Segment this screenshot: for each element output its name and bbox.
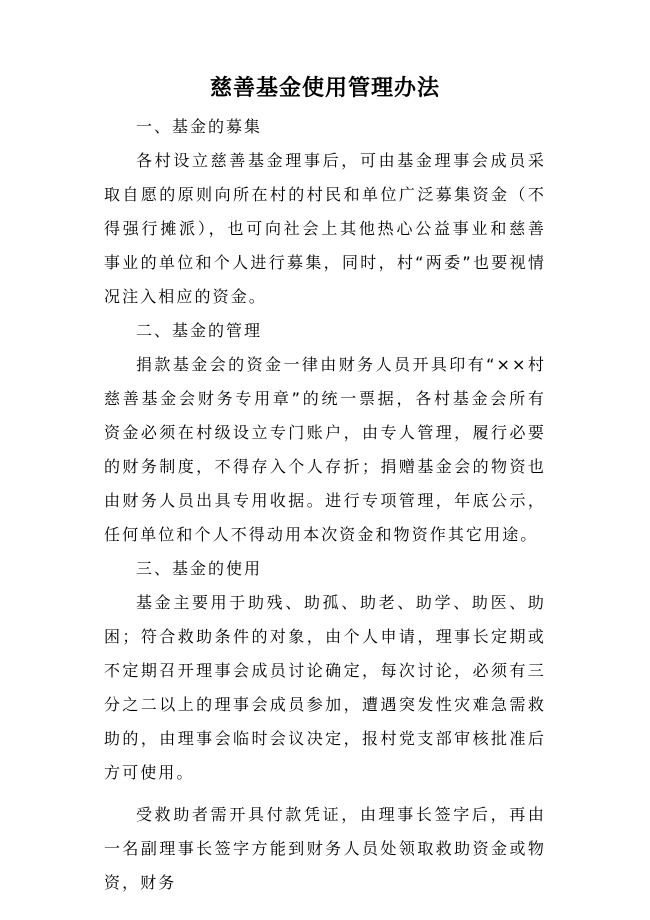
section-heading-usage: 三、基金的使用 — [136, 559, 263, 578]
section-heading-management: 二、基金的管理 — [136, 321, 263, 340]
section-heading-fundraising: 一、基金的募集 — [136, 117, 263, 136]
document-title: 慈善基金使用管理办法 — [209, 76, 440, 101]
paragraph-usage: 基金主要用于助残、助孤、助老、助学、助医、助困；符合救助条件的对象，由个人申请，理事长定期或不定期召开理事会成员讨论确定，每次讨论，必须有三分之二以上的理事会成员参加，遭遇突发性灾难急需救助的，由理事会临时会议决定，报村党支部审核批准后方可使用。 — [104, 593, 546, 782]
paragraph-fundraising: 各村设立慈善基金理事后，可由基金理事会成员采取自愿的原则向所在村的村民和单位广泛募集资金（不得强行摊派），也可向社会上其他热心公益事业和慈善事业的单位和个人进行募集，同时，村“两委”也要视情况注入相应的资金。 — [104, 151, 546, 306]
paragraph-management: 捐款基金会的资金一律由财务人员开具印有“××村慈善基金会财务专用章”的统一票据，各村基金会所有资金必须在村级设立专门账户，由专人管理，履行必要的财务制度，不得存入个人存折；捐赠基金会的物资也由财务人员出具专用收据。进行专项管理，年底公示，任何单位和个人不得动用本次资金和物资作其它用途。 — [104, 355, 546, 544]
paragraph-disbursement: 受救助者需开具付款凭证，由理事长签字后，再由一名副理事长签字方能到财务人员处领取救助资金或物资，财务 — [104, 805, 546, 892]
